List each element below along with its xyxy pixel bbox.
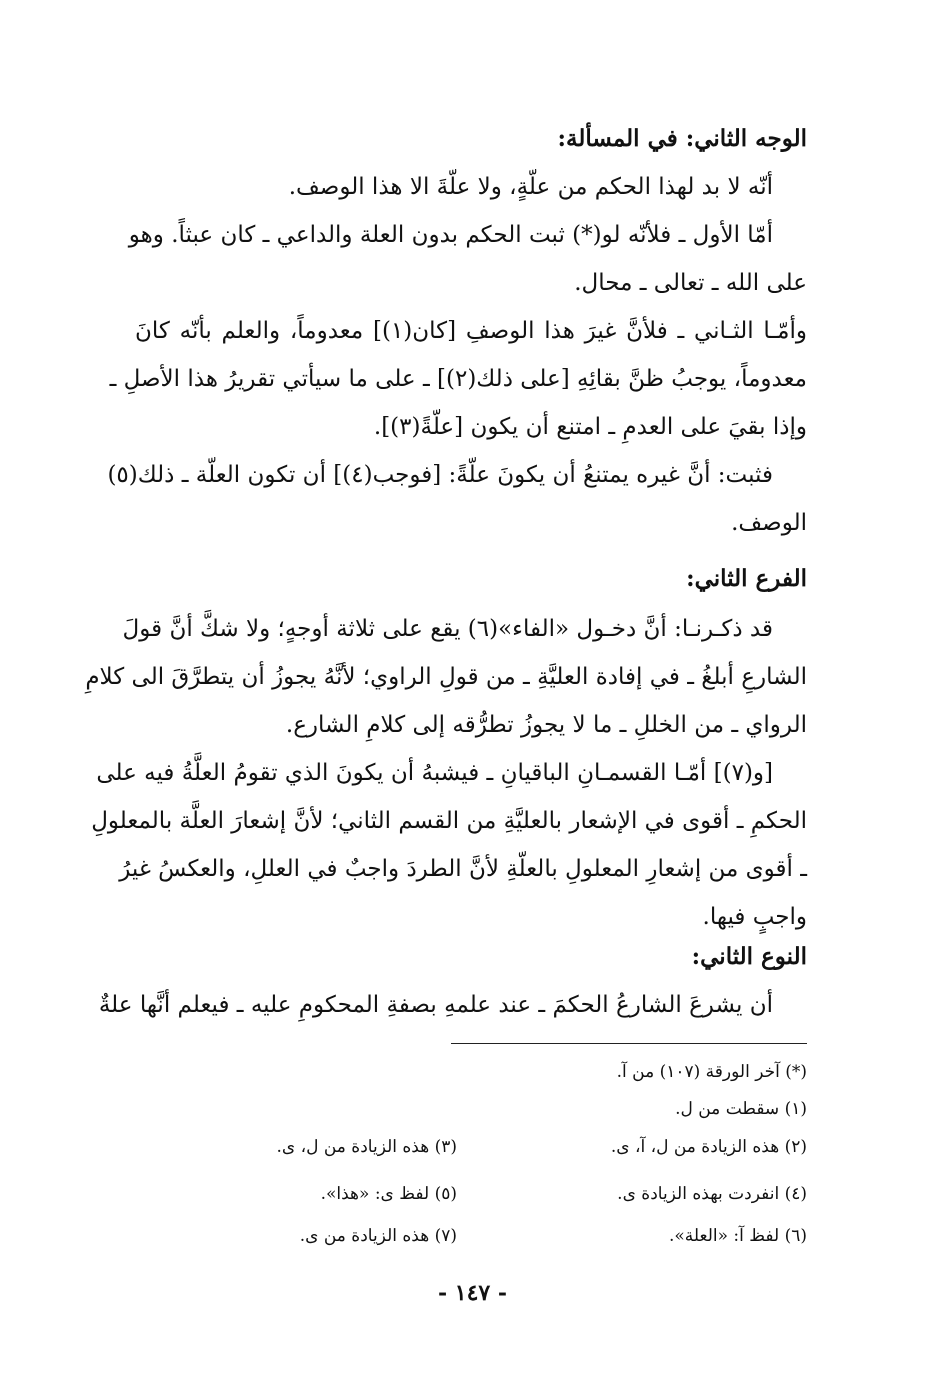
footnote-3: (٣) هذه الزيادة من ل، ى. [276, 1137, 457, 1157]
text-line: أن يشرعَ الشارعُ الحكمَ ـ عند علمهِ بصفةِ المحكومِ عليه ـ فيعلم أنَّها علةٌ [98, 992, 773, 1018]
section-heading-second-type: النوع الثاني: [691, 943, 807, 970]
text-line: الوصف. [731, 510, 807, 536]
section-heading-second-branch: الفرع الثاني: [686, 565, 807, 592]
page-number: - ١٤٧ - [437, 1280, 508, 1306]
text-line: فثبت: أنَّ غيره يمتنعُ أن يكونَ علّةً: [فوجب(٤)] أن تكون العلّة ـ ذلك(٥) [107, 462, 773, 488]
footnote-divider [451, 1043, 807, 1044]
text-line: قد ذكـرنـا: أنَّ دخـول «الفاء»(٦) يقع على ثلاثة أوجهٍ؛ ولا شكَّ أنَّ قولَ [122, 616, 773, 642]
text-line: أمّا الأول ـ فلأنّه لو(*) ثبت الحكم بدون العلة والداعي ـ كان عبثاً. وهو [128, 222, 773, 248]
text-line: وإذا بقيَ على العدمِ ـ امتنع أن يكون [علّةً(٣)]. [373, 414, 807, 440]
footnote-5: (٥) لفظ ى: «هذا». [320, 1184, 457, 1204]
footnote-6: (٦) لفظ آ: «العلة». [668, 1226, 807, 1246]
footnote-4: (٤) انفردت بهذه الزيادة ى. [617, 1184, 807, 1204]
section-heading-second-aspect: الوجه الثاني: في المسألة: [557, 125, 807, 152]
footnote-7: (٧) هذه الزيادة من ى. [299, 1226, 457, 1246]
text-line: ـ أقوى من إشعارِ المعلولِ بالعلّةِ لأنَّ الطردَ واجبٌ في العللِ، والعكسُ غيرُ [119, 856, 807, 882]
footnote-1: (١) سقطت من ل. [675, 1099, 807, 1119]
text-line: [و(٧)] أمّـا القسمـانِ الباقيانِ ـ فيشبهُ أن يكونَ الذي تقومُ العلَّةُ فيه على [96, 760, 773, 786]
text-line: وأمّـا الثـاني ـ فلأنَّ غيرَ هذا الوصفِ [كان(١)] معدوماً، والعلم بأنّه كانَ [135, 318, 807, 344]
text-line: الشارعِ أبلغُ ـ في إفادة العليَّةِ ـ من قولِ الراوي؛ لأنَّهُ يجوزُ أن يتطرَّقَ الى كلامِ [85, 664, 807, 690]
text-line: الرواي ـ من الخللِ ـ ما لا يجوزُ تطرُّقه إلى كلامِ الشارع. [285, 712, 807, 738]
footnote-2: (٢) هذه الزيادة من ل، آ، ى. [610, 1137, 807, 1157]
text-line: معدوماً، يوجبُ ظنَّ بقائِهِ [على ذلك(٢)] ـ على ما سيأتي تقريرُ هذا الأصلِ ـ [109, 366, 807, 392]
text-line: الحكمِ ـ أقوى في الإشعار بالعليَّةِ من القسم الثاني؛ لأنَّ إشعارَ العلَّة بالمعلولِ [91, 808, 807, 834]
text-line: واجبٍ فيها. [702, 904, 807, 930]
text-line: على الله ـ تعالى ـ محال. [574, 270, 807, 296]
footnote-star: (*) آخر الورقة (١٠٧) من آ. [616, 1062, 807, 1082]
text-line: أنّه لا بد لهذا الحكم من علّةٍ، ولا علّةَ الا هذا الوصف. [288, 174, 773, 200]
